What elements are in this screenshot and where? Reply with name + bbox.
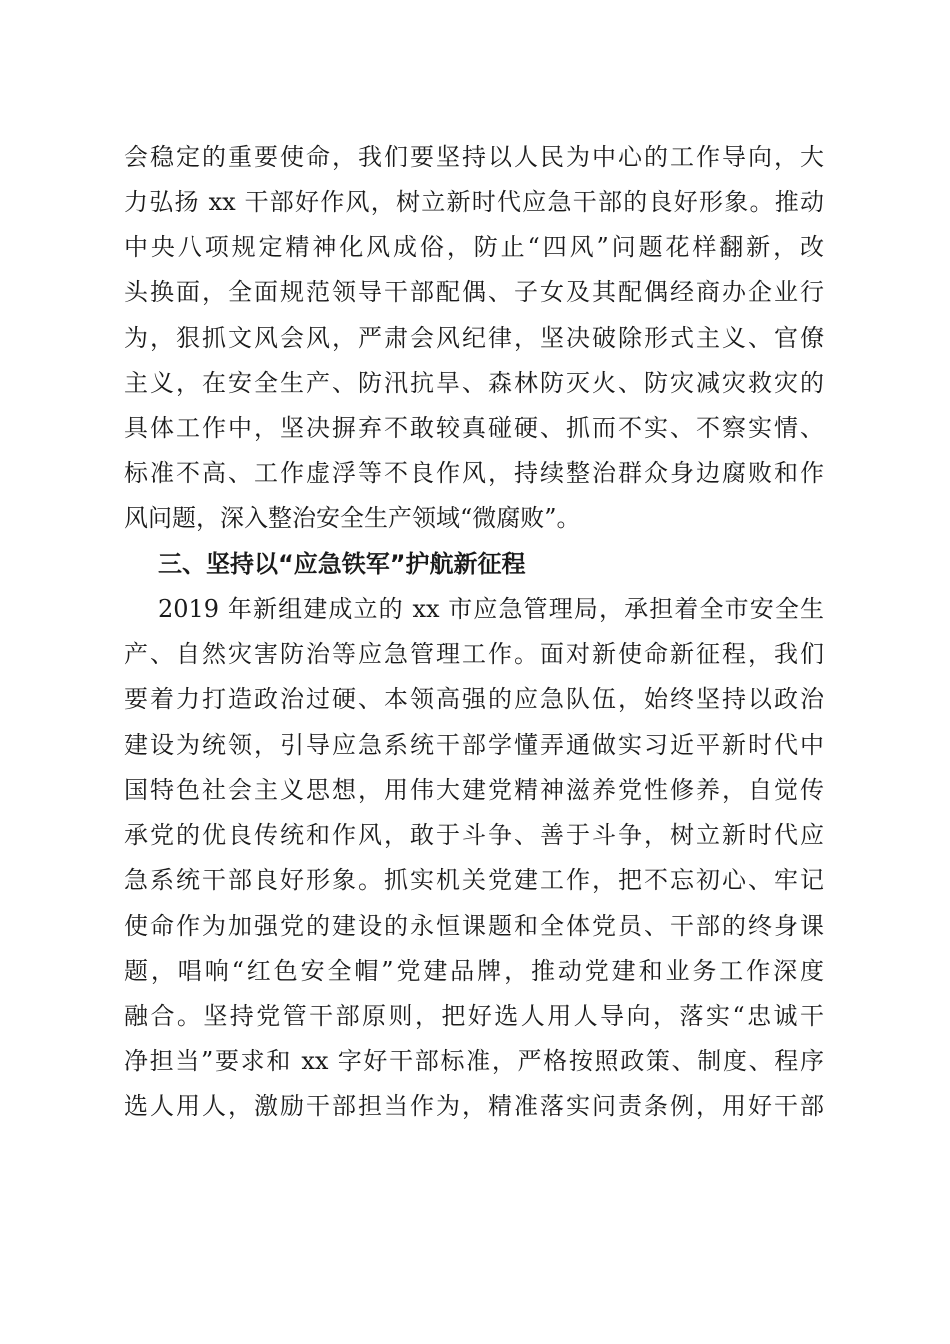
- paragraph2-line-1: 2019 年新组建成立的 xx 市应急管理局，承担着全市安全生: [158, 595, 824, 623]
- paragraph2-line-4: 建设为统领，引导应急系统干部学懂弄通做实习近平新时代中: [124, 731, 824, 759]
- paragraph2-line-12: 选人用人，激励干部担当作为，精准落实问责条例，用好干部: [124, 1092, 824, 1120]
- paragraph2-line-5: 国特色社会主义思想，用伟大建党精神滋养党性修养，自觉传: [124, 776, 824, 804]
- section-heading: 三、坚持以“应急铁军”护航新征程: [158, 550, 526, 578]
- paragraph1-line-8: 标准不高、工作虚浮等不良作风，持续整治群众身边腐败和作: [124, 459, 824, 487]
- paragraph2-line-2: 产、自然灾害防治等应急管理工作。面对新使命新征程，我们: [124, 640, 824, 668]
- paragraph1-line-4: 头换面，全面规范领导干部配偶、子女及其配偶经商办企业行: [124, 278, 824, 306]
- paragraph1-line-7: 具体工作中，坚决摒弃不敢较真碰硬、抓而不实、不察实情、: [124, 414, 824, 442]
- paragraph1-line-5: 为，狠抓文风会风，严肃会风纪律，坚决破除形式主义、官僚: [124, 324, 824, 352]
- paragraph2-line-8: 使命作为加强党的建设的永恒课题和全体党员、干部的终身课: [124, 912, 824, 940]
- paragraph1-line-6: 主义，在安全生产、防汛抗旱、森林防灭火、防灾减灾救灾的: [124, 369, 824, 397]
- paragraph1-line-2: 力弘扬 xx 干部好作风，树立新时代应急干部的良好形象。推动: [124, 188, 824, 216]
- paragraph2-line-11: 净担当”要求和 xx 字好干部标准，严格按照政策、制度、程序: [124, 1047, 824, 1075]
- paragraph2-line-7: 急系统干部良好形象。抓实机关党建工作，把不忘初心、牢记: [124, 866, 824, 894]
- paragraph1-line-1: 会稳定的重要使命，我们要坚持以人民为中心的工作导向，大: [124, 143, 824, 171]
- paragraph2-line-6: 承党的优良传统和作风，敢于斗争、善于斗争，树立新时代应: [124, 821, 824, 849]
- paragraph2-line-3: 要着力打造政治过硬、本领高强的应急队伍，始终坚持以政治: [124, 685, 824, 713]
- paragraph1-line-3: 中央八项规定精神化风成俗，防止“四风”问题花样翻新，改: [124, 233, 824, 261]
- paragraph2-line-9: 题，唱响“红色安全帽”党建品牌，推动党建和业务工作深度: [124, 957, 824, 985]
- paragraph2-line-10: 融合。坚持党管干部原则，把好选人用人导向，落实“忠诚干: [124, 1002, 824, 1030]
- paragraph1-line-9: 风问题，深入整治安全生产领域“微腐败”。: [124, 504, 581, 532]
